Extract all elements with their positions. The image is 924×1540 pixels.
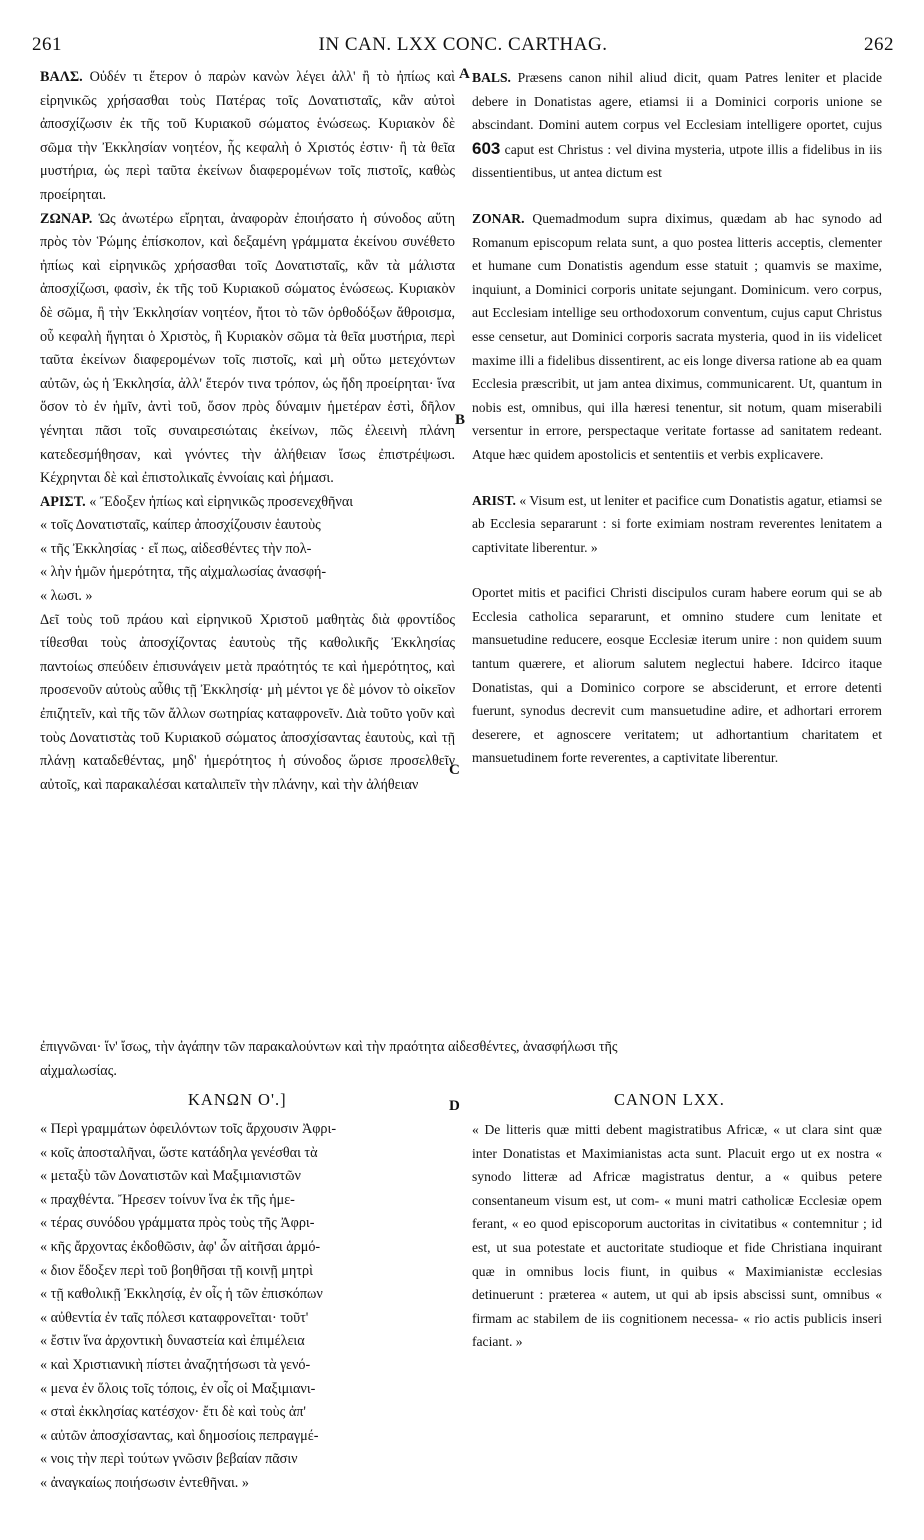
margin-marker-c: C [449,762,460,778]
margin-marker-a: A [459,66,470,82]
latin-column [472,66,882,770]
greek-quote-line-4: « λὴν ἡμῶν ἡμερότητα, τῆς αἰχμαλωσίας ἀνασφή- [40,564,327,581]
greek-zonaras-heading: ΖΩΝΑΡ. [40,210,93,227]
latin-aristenus-quote: « Visum est, ut leniter et pacifice cum Donatistis agatur, etiamsi se ab Ecclesia separarunt : si forte eximiam nostram reverentes lenitatem a captivitate liberentur. » [472,492,882,555]
column-number-603: 603 [472,138,501,158]
greek-canon-line-7: « διον ἔδοξεν περὶ τοῦ βοηθῆσαι τῇ κοινῇ μητρὶ [40,1262,313,1279]
latin-zonaras-paragraph [472,207,882,467]
running-header [32,34,894,64]
greek-canon-line-14: « αὐτῶν ἀποσχίσαντας, καὶ δημοσίοις πεπραγμέ- [40,1427,319,1444]
greek-column [40,66,455,797]
running-title: IN CAN. LXX CONC. CARTHAG. [318,34,608,55]
greek-canon-line-12: « μενα ἐν ὅλοις τοῖς τόποις, ἐν οἷς οἱ Μαξιμιανι- [40,1380,316,1397]
greek-canon-line-9: « αὐθεντία ἐν ταῖς πόλεσι καταφρονεῖται· τοῦτ' [40,1309,309,1326]
greek-balsamon-paragraph [40,66,455,208]
greek-quote-line-2: « τοῖς Δονατισταῖς, καίπερ ἀποσχίζουσιν ἑαυτοὺς [40,517,321,534]
greek-quote-line-1: « Ἔδοξεν ἠπίως καὶ εἰρηνικῶς προσενεχθῆναι [89,493,354,510]
margin-marker-b: B [455,412,466,428]
greek-canon-line-13: « σταὶ ἐκκλησίας κατέσχον· ἔτι δὲ καὶ τοὺς ἀπ' [40,1404,306,1421]
spanning-line-end: αἰχμαλωσίας. [40,1062,117,1079]
page-number-right: 262 [864,34,894,55]
latin-zonaras-heading: ZONAR. [472,210,525,226]
spanning-greek-line [40,1036,900,1083]
greek-canon-line-4: « πραχθέντα. Ἤρεσεν τοίνυν ἵνα ἐκ τῆς ἡμε- [40,1191,295,1208]
greek-canon-line-15: « νοις τὴν περὶ τούτων γνῶσιν βεβαίαν πᾶσιν [40,1451,298,1468]
greek-canon-line-1: « Περὶ γραμμάτων ὀφειλόντων τοῖς ἄρχουσιν Ἀφρι- [40,1121,337,1137]
greek-canon-line-8: « τῇ καθολικῇ Ἐκκλησίᾳ, ἐν οἷς ἡ τῶν ἐπισκόπων [40,1286,323,1303]
latin-balsamon-paragraph [472,66,882,185]
margin-marker-d: D [449,1098,460,1114]
greek-canon-line-16: « ἀναγκαίως ποιήσωσιν ἐντεθῆναι. » [40,1474,249,1491]
latin-aristenus-paragraph [472,489,882,560]
greek-canon-text [40,1118,455,1496]
latin-aristenus-heading: ARIST. [472,492,516,508]
greek-canon-line-6: « κῆς ἄρχοντας ἐκδοθῶσιν, ἀφ' ὧν αἰτῆσαι ἁρμό- [40,1238,321,1255]
greek-quote-line-3: « τῆς Ἐκκλησίας · εἴ πως, αἰδεσθέντες τὴν πολ- [40,540,312,557]
greek-canon-title: ΚΑΝΩΝ Ο'.] [188,1090,287,1109]
spanning-line-text: ἐπιγνῶναι· ἵν' ἴσως, τὴν ἀγάπην τῶν παρακαλούντων καὶ τὴν πραότητα αἰδεσθέντες, ἀνασφήλωσι τῆς [40,1039,618,1055]
greek-balsamon-heading: ΒΑΛΣ. [40,69,83,85]
greek-zonaras-text: Ὡς ἀνωτέρω εἴρηται, ἀναφορὰν ἐποιήσατο ἡ σύνοδος αὕτη πρὸς τὸν Ῥώμης ἐπίσκοπον, καὶ δεξαμένη γράμματα ἐκείνου συνέθετο ἠπίως καὶ εἰρηνικῶς χρήσασθαι τοῖς Δονατισταῖς, κἂν τὰ μάλιστα ἀποσχίζωσι, φασὶν, ἐκ τῆς τοῦ Κυριακοῦ σώματος ἑνώσεως. Κυριακὸν δὲ σῶμα, ἢ τὴν Ἐκκλησίαν νοητέον, ἤτοι τὸ τῶν ὀρθοδόξων ἄθροισμα, οὗ κεφαλὴ ἥγηται ὁ Χριστὸς, ἢ Κυριακὸν σῶμα τὰ θεῖα μυστήρια, περὶ ταῦτα ἐκείνων διαφερομένων τοῖς πιστοῖς, καὶ μὴ οὕτω μετεχόντων αὐτῶν, ὡς ἡ Ἐκκλησία, ἀλλ' ἕτερόν τινα τρόπον, ὡς ἤδη προείρηται· ἵνα ὅσον τὸ ἐν ἡμῖν, ἀντὶ τοῦ, ὅσον πρὸς δύναμιν ἡμετέραν ἐστὶ, δῆλον γένηται πᾶσι τοῖς συναιρεσιώταις ἐκείνων, πῶς ἐλεεινὴ πλάνη κατεδεσμήθησαν, καὶ γνόντες τὴν ἀλήθειαν ἴσως ἐπιστρέψωσι. Κέχρηνται δὲ καὶ ἐπιστολικαῖς ἐννοίαις καὶ ῥήμασι. [40,210,455,487]
greek-balsamon-text: Οὐδέν τι ἕτερον ὁ παρὼν κανὼν λέγει ἀλλ' ἢ τὸ ἠπίως καὶ εἰρηνικῶς χρήσασθαι τοὺς Πατέρας τοῖς Δονατισταῖς, κἂν αὐτοὶ ἀποσχίζωσιν ἐκ τῆς τοῦ Κυριακοῦ σώματος ἑνώσεως. Κυριακὸν δὲ σῶμα τὴν Ἐκκλησίαν νοητέον, ἧς κεφαλὴ ὁ Χριστός ἐστιν· ἢ τὰ θεῖα μυστήρια, ὡς περὶ ταῦτα ἐκείνων διαφερομένων τοῖς πιστοῖς, καθὼς προείρηται. [40,69,455,203]
latin-canon-text: « De litteris quæ mitti debent magistratibus Africæ, « ut clara sint quæ inter Donatistas et Maximianistas acta sunt. Placuit ergo ut ex nostra « synodo litteræ ad Africæ magistratus dentur, a « quibus petere consentaneum visum est, ut com- « muni matri catholicæ Ecclesiæ opem ferant, « eo quod episcoporum auctoritas in civitatibus « contemnitur ; id est, ut sua potestate et auctoritate studioque et fide Christiana inquirant quæ in omnibus locis fiunt, in quibus « Maximianistæ ecclesias detinuerunt : præterea « autem, ut qui ab ipsis abscissi sunt, omnibus « firmam ac stabilem de iis cognitionem necessa- « rio actis publicis inseri faciant. » [472,1122,882,1350]
greek-aristenus-paragraph [40,491,455,609]
greek-aristenus-heading: ΑΡΙΣΤ. [40,493,86,510]
greek-zonaras-paragraph [40,208,455,491]
greek-canon-line-3: « μεταξὺ τῶν Δονατιστῶν καὶ Μαξιμιανιστῶν [40,1168,301,1185]
latin-canon-title: CANON LXX. [614,1090,725,1109]
page-number-left: 261 [32,34,62,55]
greek-canon-line-10: « ἔστιν ἵνα ἀρχοντικὴ δυναστεία καὶ ἐπιμέλεια [40,1333,305,1350]
latin-balsamon-text-1: Præsens canon nihil aliud dicit, quam Patres leniter et placide debere in Donatistas agere, etiamsi ii a Dominici corporis unione se abscindant. Domini autem corpus vel Ecclesiam intelligere oportet, cujus [472,70,882,133]
greek-canon-line-5: « τέρας συνόδου γράμματα πρὸς τοὺς τῆς Ἀφρι- [40,1215,315,1232]
greek-canon-line-11: « καὶ Χριστιανικὴ πίστει ἀναζητήσωσι τὰ γενό- [40,1356,311,1373]
greek-aristenus-commentary: Δεῖ τοὺς τοῦ πράου καὶ εἰρηνικοῦ Χριστοῦ μαθητὰς διὰ φροντίδος τίθεσθαι τοὺς ἀποσχίζοντας ἑαυτοὺς τῆς καθολικῆς Ἐκκλησίας παντοίως σπεύδειν ἐπισυνάγειν μετὰ πραότητός τε καὶ ἡμερότητος, καὶ προσενοῦν αὐτοὺς αὖθις τῇ Ἐκκλησίᾳ· μὴ μέντοι γε δὲ μόνον τὸ οἰκεῖον ἐπιζητεῖν, καὶ τῆς τῶν ἄλλων σωτηρίας καταφρονεῖν. Διὰ τοῦτο γοῦν καὶ τοὺς Δονατιστὰς τοῦ Κυριακοῦ σώματος ἀποσχίσαντας ἑαυτοὺς, καὶ τῇ πλάνῃ καταδεθέντας, μηδ' ἡμερότητος ἡ σύνοδος ὥρισε προσελθεῖν αὐτοῖς, καὶ παρακαλέσαι καταλιπεῖν τὴν πλάνην, καὶ τὴν ἀλήθειαν [40,611,455,793]
latin-aristenus-commentary: Oportet mitis et pacifici Christi discipulos curam habere eorum qui se ab Ecclesia catholica separarunt, et omnino studere cum lenitate et mansuetudine reducere, eosque Ecclesiæ iterum unire : non quidem suum tantum quærere, et aliorum salutem neglectui habere. Idcirco itaque Donatistas, qui a Dominico corpore se absciderunt, et errore detenti fuerunt, synodus decrevit cum mansuetudine adire, et adhortari errorem deserere, et agnoscere veritatem; ut adhortantium charitatem et mansuetudinem forte reverentes, a captivitate liberentur. [472,585,882,766]
greek-quote-line-5: « λωσι. » [40,588,93,605]
greek-canon-line-2: « κοῖς ἀποσταλῆναι, ὥστε κατάδηλα γενέσθαι τὰ [40,1144,318,1161]
latin-balsamon-heading: BALS. [472,70,511,85]
latin-balsamon-text-2: caput est Christus : vel divina mysteria, utpote illis a fidelibus in iis dissentientibus, ut antea dictum est [472,141,882,181]
latin-zonaras-text: Quemadmodum supra diximus, quædam ab hac synodo ad Romanum episcopum relata sunt, a quo postea litteris acceptis, clementer et humane cum Donatistis agendum esse statuit ; quamvis se maxime, inquiunt, a Dominici corporis unitate sejungant. Dominicum. vero corpus, aut Ecclesiam intellige seu orthodoxorum conventum, cujus caput Christus esse censetur, aut Dominici corporis sacrata mysteria, quod in iis videlicet maxime illi a fidelibus dissentirent, ac eis longe diversa ratione ab ea quam Ecclesia præscribit, ut jam antea diximus, communicarent. Ut, quantum in nobis est, omnibus, qui illa hæresi tenentur, sit notum, quam miserabili versentur in errore, perspectaque veritate fortasse ad sanitatem redeant. Atque hæc quidem apostolicis et sententiis et verbis explicavere. [472,210,882,462]
